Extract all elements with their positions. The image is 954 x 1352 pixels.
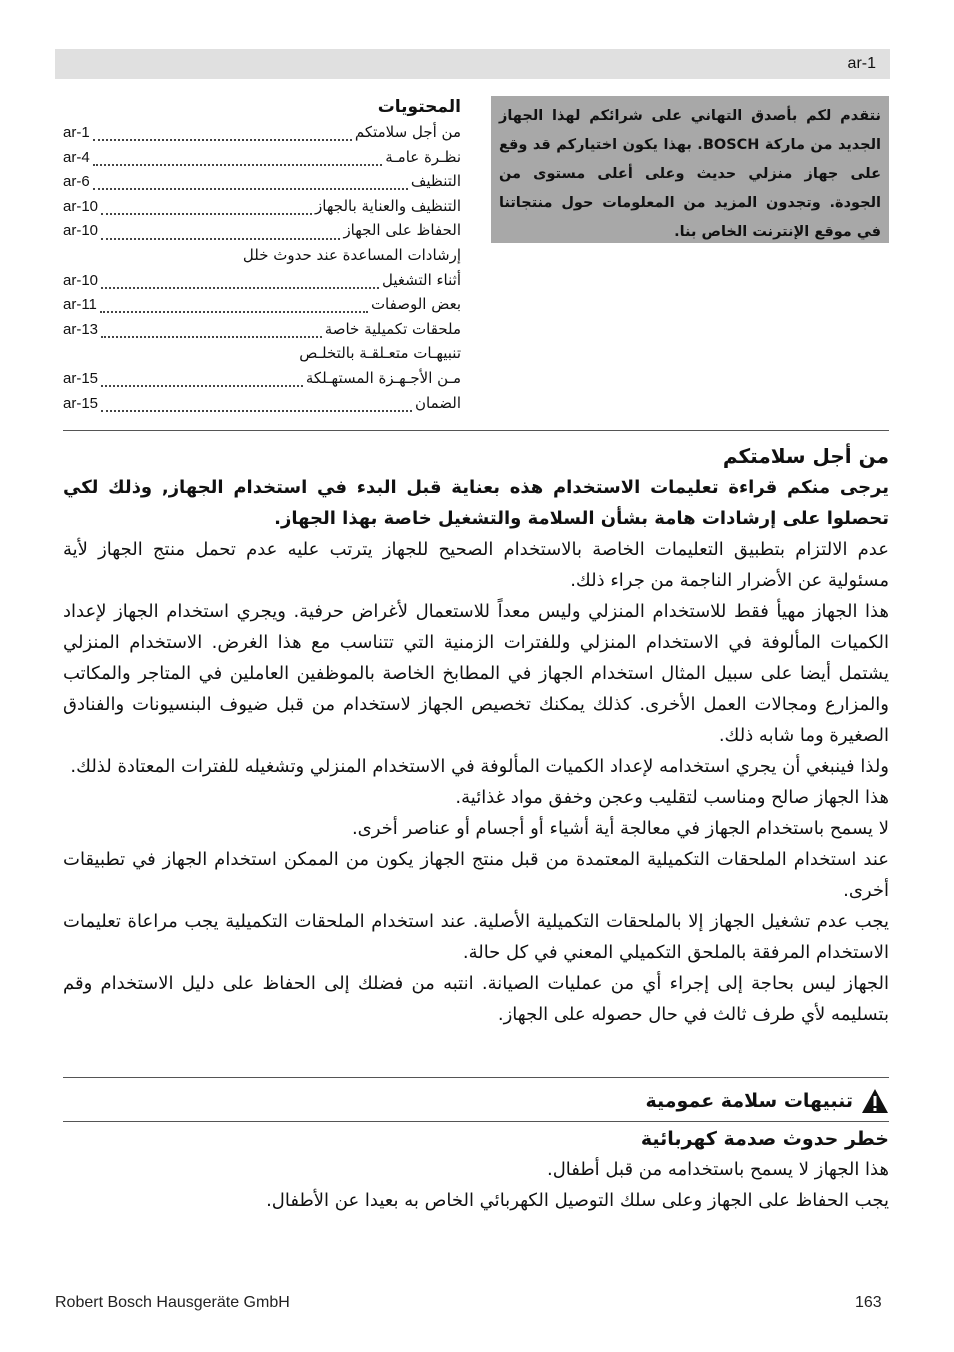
general-safety-heading-block [63,1086,889,1116]
toc-entry-title: الحفاظ على الجهاز [343,221,461,240]
electric-shock-heading: خطر حدوث صدمة كهربائية [640,1128,889,1150]
toc-entry-title: الضمان [414,393,461,412]
toc-entry-page: ar-15 [63,369,99,387]
page-code: ar-1 [847,55,876,72]
section-divider [63,1077,889,1078]
toc-leader [100,303,368,313]
toc-leader [93,131,352,141]
safety-paragraph: يجب عدم تشغيل الجهاز إلا بالملحقات التكميلية الأصلية. عند استخدام الملحقات التكميلية يجب مراعاة تعليمات الاستخدام المرفقة بالملحق التكميلي المعني في كل حالة. [63,911,889,963]
toc-entry-title: التنظيف والعناية بالجهاز [315,196,461,215]
toc-entry[interactable] [63,317,461,342]
toc-leader [101,377,303,387]
toc-entry-first-line: إرشادات المساعدة عند حدوث خلل [242,245,461,264]
footer-company: Robert Bosch Hausgeräte GmbH [55,1294,290,1311]
intro-text: نتقدم لكم بأصدق التهاني على شرائكم لهذا الجهاز الجديد من ماركة BOSCH. بهذا يكون اختياركم قد وقع على جهاز منزلي حديث وعلى أعلى مستوى من الجودة. وتجدون المزيد من المعلومات حول منتجاتنا في موقع الإنترنت الخاص بنا. [499,108,882,240]
toc-entry-title: بعض الوصفات [370,295,461,314]
section-divider [63,1121,889,1122]
safety-paragraph: هذا الجهاز مهيأ فقط للاستخدام المنزلي وليس معداً للاستعمال لأغراض حرفية. ويجري استخدام الجهاز لإعداد الكميات المألوفة في الاستخدام المنزلي وللفترات الزمنية التي تتناسب مع هذا الغرض. الاستخدام المنزلي يشتمل أيضا على سبيل المثال استخدام الجهاز في المطابخ الخاصة بالموظفين العاملين في المتاجر والمكاتب والمزارع ومجالات العمل الأخرى. كذلك يمكنك تخصيص الجهاز لاستخدام من قبل ضيوف البنسيونات والفنادق الصغيرة وما شابه ذلك. [63,601,889,746]
general-safety-heading-row [63,1086,889,1116]
safety-intro: يرجى منكم قراءة تعليمات الاستخدام هذه بعناية قبل البدء في استخدام الجهاز, وذلك لكي تحصلوا على إرشادات هامة بشأن السلامة والتشغيل خاصة بهذا الجهاز. [63,477,889,529]
safety-heading: من أجل سلامتكم [722,444,889,468]
general-safety-line: يجب الحفاظ على الجهاز وعلى سلك التوصيل الكهربائي الخاص به بعيدا عن الأطفال. [266,1190,889,1211]
safety-paragraph: عدم الالتزام بتطبيق التعليمات الخاصة بالاستخدام الصحيح للجهاز يترتب عليه عدم تحمل منتج الجهاز لأية مسئولية عن الأضرار الناجمة من جراء ذلك. [63,539,889,591]
toc-entry-page: ar-10 [63,222,99,240]
toc-leader [101,328,322,338]
toc-entry-first-line: تنبيهـات متعـلقـة بالتخلـص [299,344,461,363]
safety-paragraph: عند استخدام الملحقات التكميلية المعتمدة من قبل منتج الجهاز يكون من الممكن استخدام الجهاز في تطبيقات أخرى. [63,849,889,901]
toc-entry[interactable] [63,292,461,317]
general-safety-heading: تنبيهات سلامة عمومية [645,1090,853,1112]
table-of-contents [63,94,461,415]
toc-entry[interactable] [63,391,461,416]
safety-paragraph: لا يسمح باستخدام الجهاز في معالجة أية أشياء أو أجسام أو عناصر أخرى. [351,818,889,839]
toc-entry-page: ar-11 [63,296,97,314]
toc-entry-page: ar-10 [63,271,99,289]
toc-entry-title: نظـرة عامـة [385,147,461,166]
intro-box [491,96,889,243]
toc-entry[interactable] [63,366,461,391]
toc-leader [101,279,379,289]
toc-leader [93,156,383,166]
toc-entry-page: ar-13 [63,320,99,338]
toc-entry[interactable] [63,169,461,194]
toc-entry-title: من أجل سلامتكم [354,123,461,141]
toc-title: المحتويات [377,97,461,117]
toc-entry[interactable] [63,268,461,293]
toc-entry-page: ar-10 [63,197,99,215]
toc-leader [101,205,312,215]
section-divider [63,430,889,431]
general-safety-line: هذا الجهاز لا يسمح باستخدامه من قبل أطفال. [546,1159,889,1180]
toc-entry-title: ملحقات تكميلية خاصة [324,319,461,338]
toc-entry-page: ar-4 [63,148,90,166]
toc-entry-page: ar-6 [63,173,90,191]
footer-page-number: 163 [855,1294,882,1311]
toc-entry-title: أثناء التشغيل [381,270,461,289]
header-bar [55,49,890,79]
toc-leader [101,230,340,240]
toc-entry[interactable] [63,120,461,145]
general-safety-section [63,1124,889,1216]
toc-entry[interactable] [63,194,461,219]
toc-entry-title: التنظيف [410,172,461,191]
toc-entry-page: ar-1 [63,124,90,141]
safety-paragraph: ولذا فينبغي أن يجري استخدامه لإعداد الكميات المألوفة في الاستخدام المنزلي وتشغيله للفترات المعتادة لذلك. [70,756,889,777]
toc-entry-page: ar-15 [63,394,99,412]
toc-entry[interactable] [63,145,461,170]
toc-leader [93,180,408,190]
safety-paragraph: هذا الجهاز صالح ومناسب لتقليب وعجن وخفق مواد غذائية. [455,787,889,808]
warning-triangle-icon [861,1088,889,1114]
toc-leader [101,402,412,412]
toc-entry[interactable] [63,218,461,243]
safety-section [63,441,889,1030]
toc-entry-title: مـن الأجـهـزة المستهـلكة [305,368,461,387]
safety-paragraph: الجهاز ليس بحاجة إلى إجراء أي من عمليات الصيانة. انتبه من فضلك إلى الحفاظ على دليل الاستخدام وقم بتسليمه لأي طرف ثالث في حال حصوله على الجهاز. [63,973,889,1025]
